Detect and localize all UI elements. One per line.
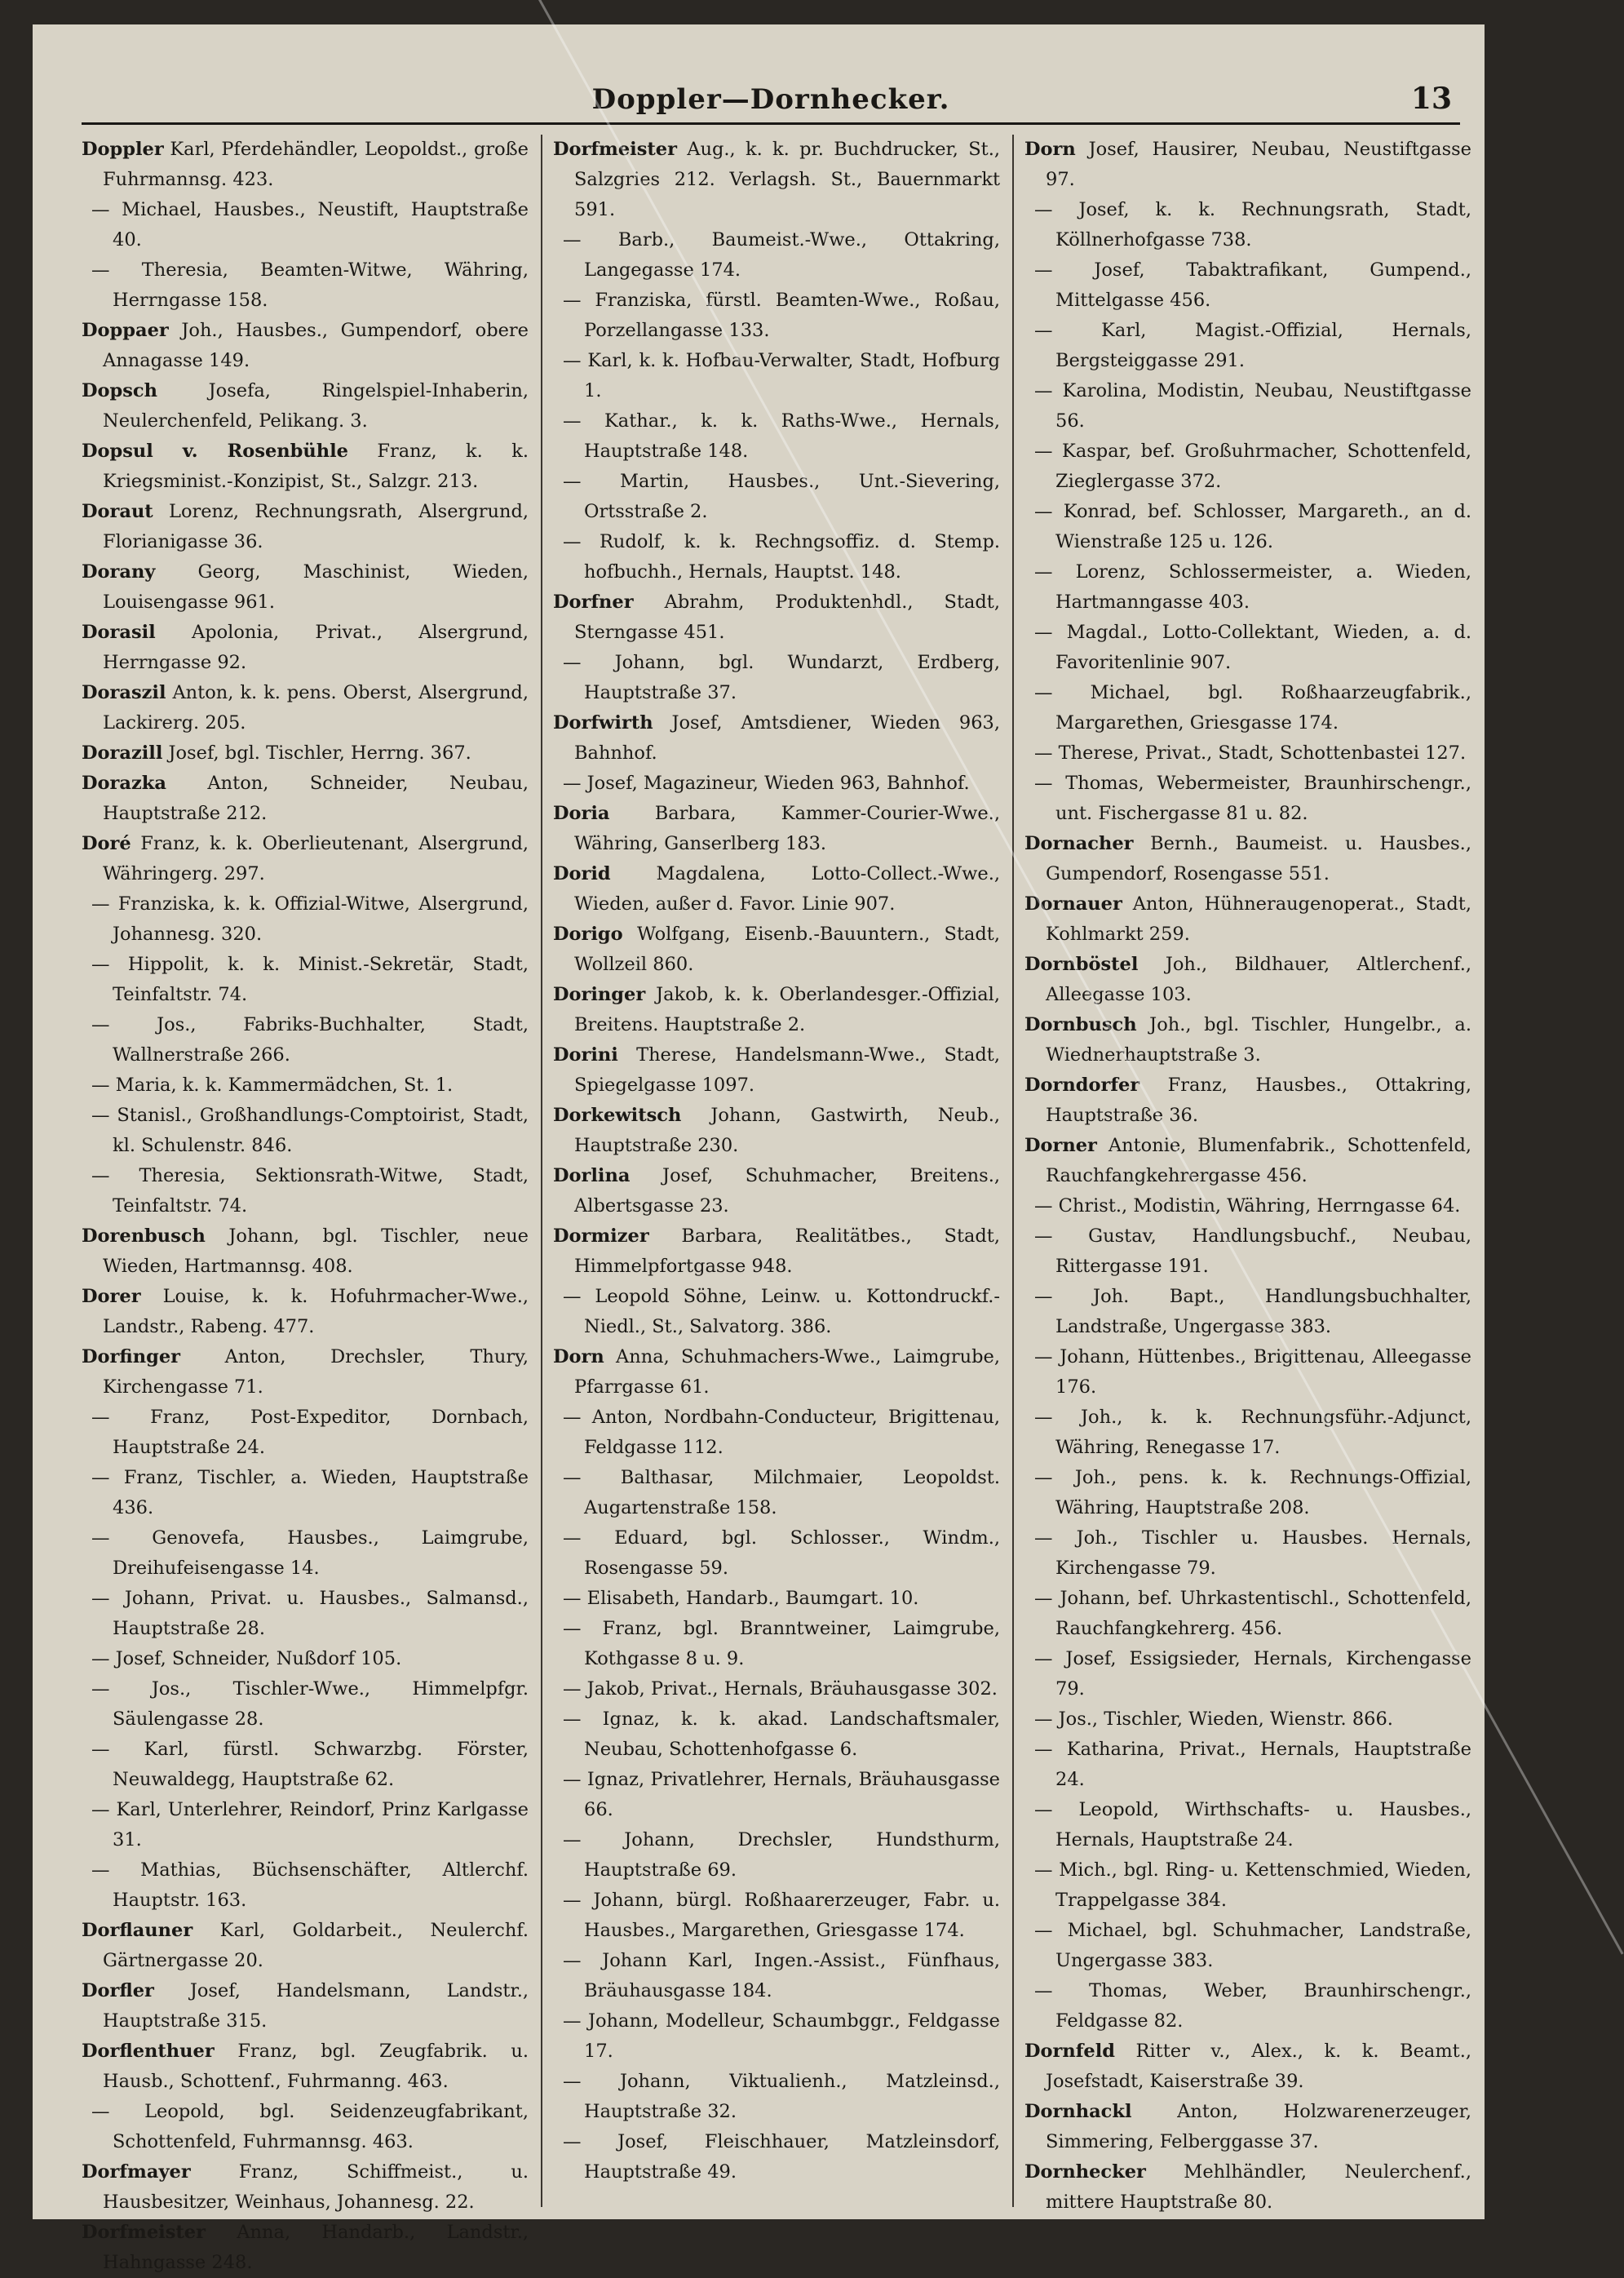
directory-entry [1024,1070,1471,1131]
entry-details: — Josef, Magazineur, Wieden 963, Bahnhof. [563,773,970,794]
directory-entry [553,1886,1000,1946]
entry-surname: Dornacher [1024,833,1134,854]
directory-entry [82,1855,529,1916]
directory-entry [553,1825,1000,1886]
entry-details: — Karl, fürstl. Schwarzbg. Förster, Neuwaldegg, Hauptstraße 62. [91,1739,529,1790]
entry-surname: Doppaer [82,320,169,341]
directory-page [33,24,1485,2273]
directory-entry [1024,1131,1471,1191]
entry-details: — Mathias, Büchsenschäfter, Altlerchf. Hauptstr. 163. [91,1859,529,1911]
entry-details: — Johann Karl, Ingen.-Assist., Fünfhaus, Bräuhausgasse 184. [563,1950,1000,2001]
entry-details: — Michael, bgl. Schuhmacher, Landstraße, Ungergasse 383. [1034,1920,1471,1971]
directory-entry [553,225,1000,286]
entry-details: Josefa, Ringelspiel-Inhaberin, Neulerchenfeld, Pelikang. 3. [103,380,529,432]
entry-details: — Jakob, Privat., Hernals, Bräuhausgasse 302. [563,1678,998,1700]
entry-details: — Josef, Fleischhauer, Matzleinsdorf, Hauptstraße 49. [563,2131,1000,2183]
entry-details: Johann, Gastwirth, Neub., Hauptstraße 230. [574,1105,1000,1156]
entry-details: — Mich., bgl. Ring- u. Kettenschmied, Wieden, Trappelgasse 384. [1034,1859,1471,1911]
entry-surname: Dornböstel [1024,954,1139,975]
directory-entry [553,1403,1000,1463]
directory-entry [1024,1523,1471,1584]
directory-entry [1024,1010,1471,1070]
entry-details: — Franz, Tischler, a. Wieden, Hauptstraße 436. [91,1467,529,1518]
entry-details: — Jos., Fabriks-Buchhalter, Stadt, Wallnerstraße 266. [91,1014,529,1066]
directory-entry [82,1101,529,1161]
entry-surname: Dorfmeister [82,2222,206,2243]
directory-entry [82,889,529,950]
directory-entry [1024,1221,1471,1282]
entry-details: — Gustav, Handlungsbuchf., Neubau, Rittergasse 191. [1034,1225,1471,1277]
entry-details: — Therese, Privat., Stadt, Schottenbastei 127. [1034,742,1467,764]
entry-details: Ritter v., Alex., k. k. Beamt., Josefstadt, Kaiserstraße 39. [1046,2041,1471,2092]
entry-details: Wolfgang, Eisenb.-Bauuntern., Stadt, Wollzeil 860. [574,924,1001,975]
entry-details: — Kathar., k. k. Raths-Wwe., Hernals, Hauptstraße 148. [563,410,1000,462]
entry-surname: Dorfmayer [82,2161,191,2183]
entry-details: — Michael, Hausbes., Neustift, Hauptstraße 40. [91,199,529,250]
entry-details: — Joh., pens. k. k. Rechnungs-Offizial, Währing, Hauptstraße 208. [1034,1467,1471,1518]
entry-surname: Dorazka [82,773,166,794]
entry-surname: Dorini [553,1044,618,1066]
entry-details: Franz, bgl. Zeugfabrik. u. Hausb., Schottenf., Fuhrmanng. 463. [103,2041,529,2092]
entry-details: Aug., k. k. pr. Buchdrucker, St., Salzgries 212. Verlagsh. St., Bauernmarkt 591. [574,139,1000,220]
directory-entry [553,1221,1000,1282]
entry-details: — Franz, Post-Expeditor, Dornbach, Hauptstraße 24. [91,1407,529,1458]
column-2 [553,135,1000,2207]
directory-entry [82,1523,529,1584]
entry-details: — Konrad, bef. Schlosser, Margareth., an d. Wienstraße 125 u. 126. [1034,501,1471,552]
directory-entry [1024,1704,1471,1735]
entry-details: — Elisabeth, Handarb., Baumgart. 10. [563,1588,919,1609]
directory-entry [82,1795,529,1855]
entry-details: — Johann, Drechsler, Hundsthurm, Hauptstraße 69. [563,1829,1000,1881]
directory-entry [553,769,1000,799]
entry-details: — Franziska, fürstl. Beamten-Wwe., Roßau, Porzellangasse 133. [563,290,1000,341]
entry-surname: Dornfeld [1024,2041,1116,2062]
directory-entry [82,829,529,889]
directory-entry [1024,738,1471,769]
entry-details: Josef, Schuhmacher, Breitens., Albertsgasse 23. [574,1165,1000,1217]
directory-entry [82,135,529,195]
directory-entry [1024,678,1471,738]
page-number: 13 [1410,82,1452,116]
entry-details: — Josef, Schneider, Nußdorf 105. [91,1648,402,1669]
entry-details: Abrahm, Produktenhdl., Stadt, Sterngasse 451. [574,592,1000,643]
entry-details: — Michael, bgl. Roßhaarzeugfabrik., Margarethen, Griesgasse 174. [1034,682,1471,733]
directory-entry [553,527,1000,587]
column-3 [1024,135,1472,2213]
entry-details: Karl, Goldarbeit., Neulerchf. Gärtnergasse 20. [103,1920,529,1971]
entry-surname: Dorn [1024,139,1076,160]
directory-entry [82,1584,529,1644]
directory-entry [82,195,529,255]
entry-surname: Dorenbusch [82,1225,206,1247]
entry-surname: Dorndorfer [1024,1075,1140,1096]
entry-details: Anna, Schuhmachers-Wwe., Laimgrube, Pfarrgasse 61. [574,1346,1000,1398]
entry-details: — Franz, bgl. Branntweiner, Laimgrube, Kothgasse 8 u. 9. [563,1618,1000,1669]
directory-entry [553,1584,1000,1614]
entry-surname: Dorid [553,863,611,884]
entry-details: Bernh., Baumeist. u. Hausbes., Gumpendorf, Rosengasse 551. [1046,833,1471,884]
entry-details: — Thomas, Webermeister, Braunhirschengr., unt. Fischergasse 81 u. 82. [1034,773,1471,824]
entry-details: Josef, bgl. Tischler, Herrng. 367. [168,742,471,764]
entry-surname: Dornhackl [1024,2101,1132,2122]
directory-entry [553,1946,1000,2006]
entry-details: Franz, Hausbes., Ottakring, Hauptstraße 36. [1046,1075,1471,1126]
entry-details: Anton, Drechsler, Thury, Kirchengasse 71. [103,1346,529,1398]
running-header [82,73,1460,125]
entry-details: Anton, Hühneraugenoperat., Stadt, Kohlmarkt 259. [1046,893,1471,945]
entry-details: Magdalena, Lotto-Collect.-Wwe., Wieden, außer d. Favor. Linie 907. [574,863,1000,915]
directory-entry [1024,1644,1471,1704]
directory-entry [553,1704,1000,1765]
directory-entry [82,1010,529,1070]
entry-surname: Dorfler [82,1980,154,2001]
entry-details: — Leopold Söhne, Leinw. u. Kottondruckf.-Niedl., St., Salvatorg. 386. [563,1286,1000,1337]
column-divider [541,135,542,2207]
directory-entry [82,376,529,437]
entry-surname: Doria [553,803,610,824]
directory-entry [82,1976,529,2036]
directory-entry [553,1101,1000,1161]
entry-details: Georg, Maschinist, Wieden, Louisengasse 961. [103,561,529,613]
entry-surname: Dopsul v. Rosenbühle [82,441,348,462]
directory-entry [553,286,1000,346]
columns-container [82,135,1472,2273]
entry-surname: Dorigo [553,924,623,945]
directory-entry [82,618,529,678]
entry-details: — Stanisl., Großhandlungs-Comptoirist, Stadt, kl. Schulenstr. 846. [91,1105,529,1156]
directory-entry [82,738,529,769]
entry-details: — Karl, Magist.-Offizial, Hernals, Bergsteiggasse 291. [1034,320,1471,371]
entry-details: — Katharina, Privat., Hernals, Hauptstraße 24. [1034,1739,1471,1790]
entry-surname: Dorfinger [82,1346,180,1367]
entry-details: — Kaspar, bef. Großuhrmacher, Schottenfeld, Zieglergasse 372. [1034,441,1471,492]
entry-details: Louise, k. k. Hofuhrmacher-Wwe., Landstr., Rabeng. 477. [103,1286,529,1337]
entry-details: Joh., Bildhauer, Altlerchenf., Alleegasse 103. [1046,954,1472,1005]
directory-entry [553,1040,1000,1101]
entry-surname: Dornbusch [1024,1014,1137,1035]
entry-details: Josef, Hausirer, Neubau, Neustiftgasse 97. [1046,139,1471,190]
entry-details: — Johann, bgl. Wundarzt, Erdberg, Hauptstraße 37. [563,652,1000,703]
entry-surname: Dorer [82,1286,141,1307]
directory-entry [553,1161,1000,1221]
entry-details: — Joh. Bapt., Handlungsbuchhalter, Landstraße, Ungergasse 383. [1034,1286,1471,1337]
column-divider [1012,135,1014,2207]
entry-details: Karl, Pferdehändler, Leopoldst., große Fuhrmannsg. 423. [103,139,529,190]
entry-details: Barbara, Realitätbes., Stadt, Himmelpfortgasse 948. [574,1225,1000,1277]
entry-details: — Jos., Tischler, Wieden, Wienstr. 866. [1034,1708,1393,1730]
entry-details: — Anton, Nordbahn-Conducteur, Brigittenau, Feldgasse 112. [563,1407,1000,1458]
directory-entry [553,859,1000,920]
entry-details: Anton, k. k. pens. Oberst, Alsergrund, Lackirerg. 205. [103,682,529,733]
directory-entry [553,1765,1000,1825]
directory-entry [553,587,1000,648]
directory-entry [553,799,1000,859]
entry-details: Lorenz, Rechnungsrath, Alsergrund, Florianigasse 36. [103,501,529,552]
entry-surname: Dorfmeister [553,139,677,160]
directory-entry [82,678,529,738]
entry-details: — Theresia, Sektionsrath-Witwe, Stadt, Teinfaltstr. 74. [91,1165,529,1217]
entry-surname: Dorn [553,1346,604,1367]
entry-surname: Dornhecker [1024,2161,1146,2183]
entry-details: Mehlhändler, Neulerchenf., mittere Hauptstraße 80. [1046,2161,1471,2213]
entry-details: — Martin, Hausbes., Unt.-Sievering, Ortsstraße 2. [563,471,1000,522]
directory-entry [1024,1584,1471,1644]
entry-details: — Karl, k. k. Hofbau-Verwalter, Stadt, Hofburg 1. [563,350,1000,401]
entry-details: Anna, Handarb., Landstr., Hahngasse 248. [103,2222,529,2273]
entry-details: — Johann, Viktualienh., Matzleinsd., Hauptstraße 32. [563,2071,1000,2122]
directory-entry [82,1070,529,1101]
entry-details: — Thomas, Weber, Braunhirschengr., Feldgasse 82. [1034,1980,1471,2032]
column-1 [82,135,529,2273]
directory-entry [1024,618,1471,678]
entry-details: Franz, k. k. Kriegsminist.-Konzipist, St., Salzgr. 213. [103,441,529,492]
directory-entry [1024,1191,1471,1221]
directory-entry [553,1523,1000,1584]
entry-details: Joh., bgl. Tischler, Hungelbr., a. Wiednerhauptstraße 3. [1046,1014,1471,1066]
entry-details: — Karolina, Modistin, Neubau, Neustiftgasse 56. [1034,380,1471,432]
directory-entry [82,437,529,497]
entry-details: — Hippolit, k. k. Minist.-Sekretär, Stadt, Teinfaltstr. 74. [91,954,529,1005]
entry-details: Josef, Amtsdiener, Wieden 963, Bahnhof. [574,712,1000,764]
directory-entry [1024,1463,1471,1523]
entry-details: — Rudolf, k. k. Rechngsoffiz. d. Stemp. hofbuchh., Hernals, Hauptst. 148. [563,531,1000,583]
entry-surname: Doringer [553,984,646,1005]
entry-details: Antonie, Blumenfabrik., Schottenfeld, Rauchfangkehrergasse 456. [1046,1135,1472,1186]
directory-entry [1024,1855,1471,1916]
directory-entry [82,2097,529,2157]
directory-entry [1024,1735,1471,1795]
entry-surname: Dorner [1024,1135,1097,1156]
entry-surname: Dorlina [553,1165,631,1186]
directory-entry [1024,829,1471,889]
entry-details: — Eduard, bgl. Schlosser., Windm., Rosengasse 59. [563,1527,1000,1579]
entry-details: Anton, Schneider, Neubau, Hauptstraße 212. [103,773,529,824]
entry-details: — Karl, Unterlehrer, Reindorf, Prinz Karlgasse 31. [91,1799,529,1850]
entry-details: — Johann, bürgl. Roßhaarerzeuger, Fabr. u. Hausbes., Margarethen, Griesgasse 174. [563,1890,1000,1941]
entry-details: — Josef, Essigsieder, Hernals, Kirchengasse 79. [1034,1648,1471,1700]
entry-surname: Dorazill [82,742,163,764]
directory-entry [1024,1282,1471,1342]
entry-surname: Dorasil [82,622,156,643]
directory-entry [553,1463,1000,1523]
entry-details: — Leopold, bgl. Seidenzeugfabrikant, Schottenfeld, Fuhrmannsg. 463. [91,2101,529,2152]
entry-surname: Dorkewitsch [553,1105,682,1126]
directory-entry [553,2067,1000,2127]
entry-details: Anton, Holzwarenerzeuger, Simmering, Felberggasse 37. [1046,2101,1472,2152]
directory-entry [553,467,1000,527]
directory-entry [1024,1403,1471,1463]
entry-details: Johann, bgl. Tischler, neue Wieden, Hartmannsg. 408. [103,1225,529,1277]
directory-entry [82,1644,529,1674]
directory-entry [553,920,1000,980]
entry-details: Franz, Schiffmeist., u. Hausbesitzer, Weinhaus, Johannesg. 22. [103,2161,529,2213]
entry-details: — Balthasar, Milchmaier, Leopoldst. Augartenstraße 158. [563,1467,1000,1518]
directory-entry [82,1221,529,1282]
entry-details: — Maria, k. k. Kammermädchen, St. 1. [91,1075,454,1096]
entry-surname: Doraszil [82,682,166,703]
directory-entry [82,950,529,1010]
directory-entry [1024,950,1471,1010]
directory-entry [553,1282,1000,1342]
directory-entry [82,316,529,376]
entry-surname: Dornauer [1024,893,1122,915]
entry-details: — Johann, Privat. u. Hausbes., Salmansd., Hauptstraße 28. [91,1588,529,1639]
entry-details: Joh., Hausbes., Gumpendorf, obere Annagasse 149. [103,320,529,371]
entry-details: Josef, Handelsmann, Landstr., Hauptstraße 315. [103,1980,529,2032]
directory-entry [1024,195,1471,255]
directory-entry [1024,557,1471,618]
directory-entry [82,769,529,829]
directory-entry [82,1342,529,1403]
entry-surname: Dorflauner [82,1920,193,1941]
directory-entry [553,708,1000,769]
directory-entry [553,406,1000,467]
entry-details: — Josef, Tabaktrafikant, Gumpend., Mittelgasse 456. [1034,259,1471,311]
directory-entry [1024,497,1471,557]
entry-details: — Josef, k. k. Rechnungsrath, Stadt, Köllnerhofgasse 738. [1034,199,1471,250]
entry-surname: Dorfwirth [553,712,653,733]
entry-surname: Doraut [82,501,153,522]
entry-surname: Dopsch [82,380,157,401]
entry-surname: Dorfner [553,592,634,613]
directory-entry [553,1614,1000,1674]
directory-entry [1024,376,1471,437]
directory-entry [553,2127,1000,2187]
entry-surname: Doppler [82,139,164,160]
directory-entry [82,557,529,618]
directory-entry [1024,2036,1471,2097]
directory-entry [82,2036,529,2097]
directory-entry [82,1916,529,1976]
directory-entry [1024,437,1471,497]
entry-details: — Johann, Modelleur, Schaumbggr., Feldgasse 17. [563,2010,1000,2062]
directory-entry [1024,1342,1471,1403]
entry-details: — Johann, bef. Uhrkastentischl., Schottenfeld, Rauchfangkehrerg. 456. [1034,1588,1471,1639]
directory-entry [1024,316,1471,376]
directory-entry [1024,1976,1471,2036]
entry-details: — Christ., Modistin, Währing, Herrngasse 64. [1034,1195,1461,1217]
directory-entry [553,980,1000,1040]
entry-details: — Lorenz, Schlossermeister, a. Wieden, Hartmanngasse 403. [1034,561,1471,613]
directory-entry [82,1282,529,1342]
directory-entry [1024,1795,1471,1855]
directory-entry [82,1735,529,1795]
directory-entry [553,346,1000,406]
directory-entry [553,2006,1000,2067]
entry-details: — Barb., Baumeist.-Wwe., Ottakring, Langegasse 174. [563,229,1000,281]
entry-details: Therese, Handelsmann-Wwe., Stadt, Spiegelgasse 1097. [574,1044,1000,1096]
entry-surname: Dorany [82,561,156,583]
entry-details: — Johann, Hüttenbes., Brigittenau, Alleegasse 176. [1034,1346,1471,1398]
entry-details: — Genovefa, Hausbes., Laimgrube, Dreihufeisengasse 14. [91,1527,529,1579]
directory-entry [82,1463,529,1523]
directory-entry [82,1161,529,1221]
entry-details: Barbara, Kammer-Courier-Wwe., Währing, Ganserlberg 183. [574,803,1000,854]
entry-surname: Dorflenthuer [82,2041,215,2062]
directory-entry [1024,2157,1471,2218]
entry-surname: Dormizer [553,1225,649,1247]
directory-entry [1024,255,1471,316]
entry-details: Apolonia, Privat., Alsergrund, Herrngasse 92. [103,622,529,673]
directory-entry [82,1403,529,1463]
entry-details: — Ignaz, Privatlehrer, Hernals, Bräuhausgasse 66. [563,1769,1000,1820]
directory-entry [82,1674,529,1735]
entry-details: — Franziska, k. k. Offizial-Witwe, Alsergrund, Johannesg. 320. [91,893,529,945]
entry-details: Jakob, k. k. Oberlandesger.-Offizial, Breitens. Hauptstraße 2. [574,984,1001,1035]
directory-entry [1024,769,1471,829]
directory-entry [1024,889,1471,950]
page-title: Doppler—Dornhecker. [591,83,950,116]
directory-entry [82,2157,529,2218]
entry-details: — Theresia, Beamten-Witwe, Währing, Herrngasse 158. [91,259,529,311]
entry-details: — Jos., Tischler-Wwe., Himmelpfgr. Säulengasse 28. [91,1678,529,1730]
directory-entry [1024,135,1471,195]
directory-entry [553,648,1000,708]
entry-surname: Doré [82,833,131,854]
directory-entry [82,497,529,557]
entry-details: — Magdal., Lotto-Collektant, Wieden, a. d. Favoritenlinie 907. [1034,622,1471,673]
directory-entry [1024,1916,1471,1976]
entry-details: — Leopold, Wirthschafts- u. Hausbes., Hernals, Hauptstraße 24. [1034,1799,1471,1850]
entry-details: — Joh., k. k. Rechnungsführ.-Adjunct, Währing, Renegasse 17. [1034,1407,1471,1458]
directory-entry [82,255,529,316]
directory-entry [1024,2097,1471,2157]
directory-entry [82,2218,529,2278]
entry-details: — Ignaz, k. k. akad. Landschaftsmaler, Neubau, Schottenhofgasse 6. [563,1708,1000,1760]
entry-details: Franz, k. k. Oberlieutenant, Alsergrund, Währingerg. 297. [103,833,529,884]
entry-details: — Joh., Tischler u. Hausbes. Hernals, Kirchengasse 79. [1034,1527,1471,1579]
directory-entry [553,1342,1000,1403]
directory-entry [553,1674,1000,1704]
